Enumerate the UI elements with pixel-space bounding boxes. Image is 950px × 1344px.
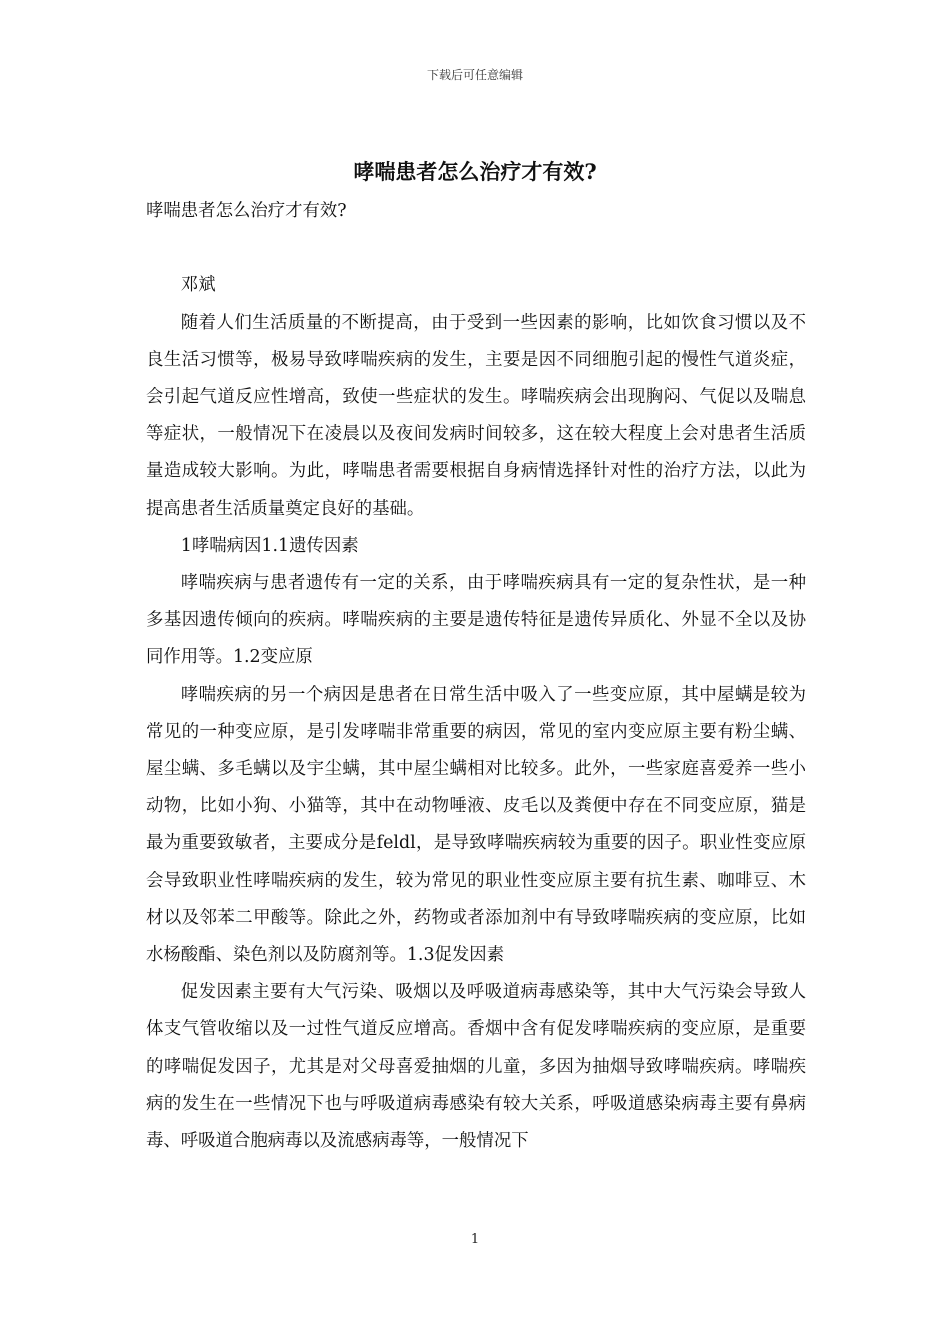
paragraph-triggers: 促发因素主要有大气污染、吸烟以及呼吸道病毒感染等，其中大气污染会导致人体支气管收缩以及一过性气道反应增高。香烟中含有促发哮喘疾病的变应原，是重要的哮喘促发因子，尤其是对父母喜爱抽烟的儿童，多因为抽烟导致哮喘疾病。哮喘疾病的发生在一些情况下也与呼吸道病毒感染有较大关系，呼吸道感染病毒主要有鼻病毒、呼吸道合胞病毒以及流感病毒等，一般情况下 (146, 982, 806, 1152)
paragraph-allergens: 哮喘疾病的另一个病因是患者在日常生活中吸入了一些变应原，其中屋螨是较为常见的一种变应原，是引发哮喘非常重要的病因，常见的室内变应原主要有粉尘螨、屋尘螨、多毛螨以及宇尘螨，其中屋尘螨相对比较多。此外，一些家庭喜爱养一些小动物，比如小狗、小猫等，其中在动物唾液、皮毛以及粪便中存在不同变应原，猫是最为重要致敏者，主要成分是feldl，是导致哮喘疾病较为重要的因子。职业性变应原会导致职业性哮喘疾病的发生，较为常见的职业性变应原主要有抗生素、咖啡豆、木材以及邻苯二甲酸等。除此之外，药物或者添加剂中有导致哮喘疾病的变应原，比如水杨酸酯、染色剂以及防腐剂等。1.3促发因素 (146, 684, 806, 966)
document-body (146, 193, 806, 1160)
blank-line (146, 230, 806, 267)
section-heading-causes: 1哮喘病因1.1遗传因素 (180, 535, 359, 556)
subtitle: 哮喘患者怎么治疗才有效? (146, 201, 347, 221)
paragraph-intro: 随着人们生活质量的不断提高，由于受到一些因素的影响，比如饮食习惯以及不良生活习惯等，极易导致哮喘疾病的发生，主要是因不同细胞引起的慢性气道炎症，会引起气道反应性增高，致使一些症状的发生。哮喘疾病会出现胸闷、气促以及喘息等症状，一般情况下在凌晨以及夜间发病时间较多，这在较大程度上会对患者生活质量造成较大影响。为此，哮喘患者需要根据自身病情选择针对性的治疗方法，以此为提高患者生活质量奠定良好的基础。 (146, 312, 806, 519)
page-number: 1 (470, 1232, 480, 1247)
header-note: 下载后可任意编辑 (426, 68, 523, 82)
author: 邓斌 (180, 275, 216, 296)
page-title: 哮喘患者怎么治疗才有效? (353, 159, 597, 184)
paragraph-genetics: 哮喘疾病与患者遗传有一定的关系，由于哮喘疾病具有一定的复杂性状，是一种多基因遗传倾向的疾病。哮喘疾病的主要是遗传特征是遗传异质化、外显不全以及协同作用等。1.2变应原 (146, 573, 806, 668)
